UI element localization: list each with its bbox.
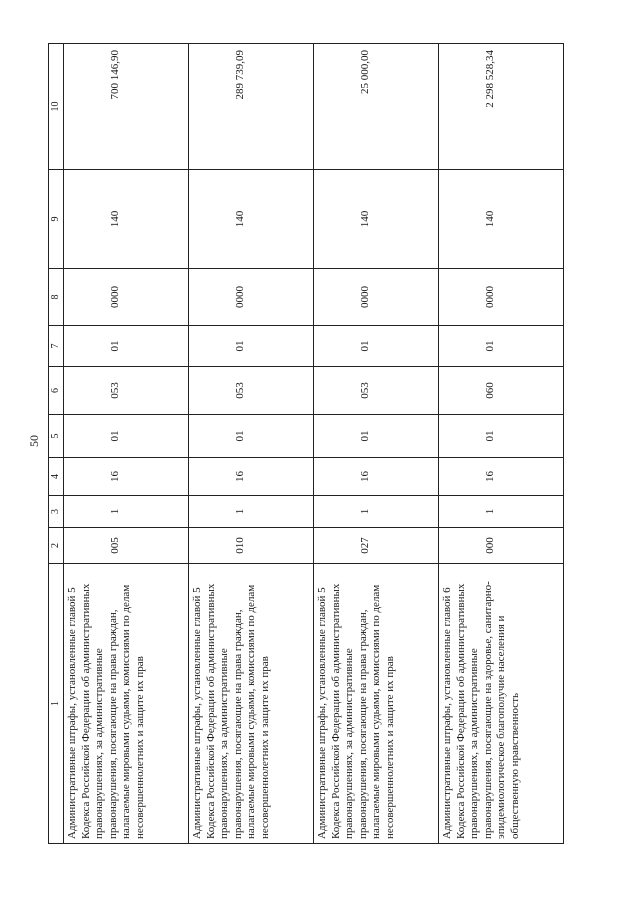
admin-code-cell: 027 (314, 528, 439, 564)
code-cell: 060 (439, 367, 564, 415)
code-cell: 140 (189, 170, 314, 269)
code-cell: 01 (439, 415, 564, 458)
code-cell: 01 (64, 326, 189, 367)
admin-code-cell: 000 (439, 528, 564, 564)
code-cell: 01 (439, 326, 564, 367)
table-row (439, 44, 564, 844)
code-cell: 0000 (439, 269, 564, 326)
code-cell: 0000 (64, 269, 189, 326)
admin-code-cell: 005 (64, 528, 189, 564)
code-cell: 16 (439, 458, 564, 496)
amount-cell: 2 298 528,34 (439, 44, 564, 170)
description-cell: Административные штрафы, установленные главой 6 Кодекса Российской Федерации об административных правонарушениях, за административные правонарушения, посягающие на здоровье, санитарно-эпидемиологическое благополучие населения и общественную нравственность (439, 564, 564, 844)
code-cell: 16 (64, 458, 189, 496)
code-cell: 0000 (314, 269, 439, 326)
column-header: 7 (49, 326, 64, 367)
page-number: 50 (27, 435, 41, 447)
column-header: 8 (49, 269, 64, 326)
code-cell: 16 (314, 458, 439, 496)
code-cell: 053 (314, 367, 439, 415)
table-row (314, 44, 439, 844)
amount-cell: 700 146,90 (64, 44, 189, 170)
code-cell: 0000 (189, 269, 314, 326)
code-cell: 053 (64, 367, 189, 415)
code-cell: 140 (314, 170, 439, 269)
code-cell: 01 (189, 415, 314, 458)
code-cell: 01 (189, 326, 314, 367)
budget-revenue-table (48, 43, 564, 844)
table-row (189, 44, 314, 844)
code-cell: 01 (314, 415, 439, 458)
code-cell: 1 (64, 496, 189, 528)
column-header: 1 (49, 564, 64, 844)
column-index-row (49, 44, 64, 844)
column-header: 2 (49, 528, 64, 564)
description-cell: Административные штрафы, установленные главой 5 Кодекса Российской Федерации об административных правонарушениях, за административные правонарушения, посягающие на права граждан, налагаемые мировыми судьями, комиссиями по делам несовершеннолетних и защите их прав (314, 564, 439, 844)
code-cell: 16 (189, 458, 314, 496)
amount-cell: 289 739,09 (189, 44, 314, 170)
code-cell: 01 (64, 415, 189, 458)
code-cell: 1 (439, 496, 564, 528)
rotated-table-frame (48, 44, 563, 844)
code-cell: 1 (314, 496, 439, 528)
table-container (48, 44, 563, 844)
column-header: 3 (49, 496, 64, 528)
code-cell: 140 (439, 170, 564, 269)
admin-code-cell: 010 (189, 528, 314, 564)
code-cell: 1 (189, 496, 314, 528)
column-header: 10 (49, 44, 64, 170)
code-cell: 01 (314, 326, 439, 367)
table-row (64, 44, 189, 844)
code-cell: 140 (64, 170, 189, 269)
description-cell: Административные штрафы, установленные главой 5 Кодекса Российской Федерации об административных правонарушениях, за административные правонарушения, посягающие на права граждан, налагаемые мировыми судьями, комиссиями по делам несовершеннолетних и защите их прав (189, 564, 314, 844)
description-cell: Административные штрафы, установленные главой 5 Кодекса Российской Федерации об административных правонарушениях, за административные правонарушения, посягающие на права граждан, налагаемые мировыми судьями, комиссиями по делам несовершеннолетних и защите их прав (64, 564, 189, 844)
column-header: 6 (49, 367, 64, 415)
amount-cell: 25 000,00 (314, 44, 439, 170)
code-cell: 053 (189, 367, 314, 415)
column-header: 9 (49, 170, 64, 269)
column-header: 5 (49, 415, 64, 458)
column-header: 4 (49, 458, 64, 496)
